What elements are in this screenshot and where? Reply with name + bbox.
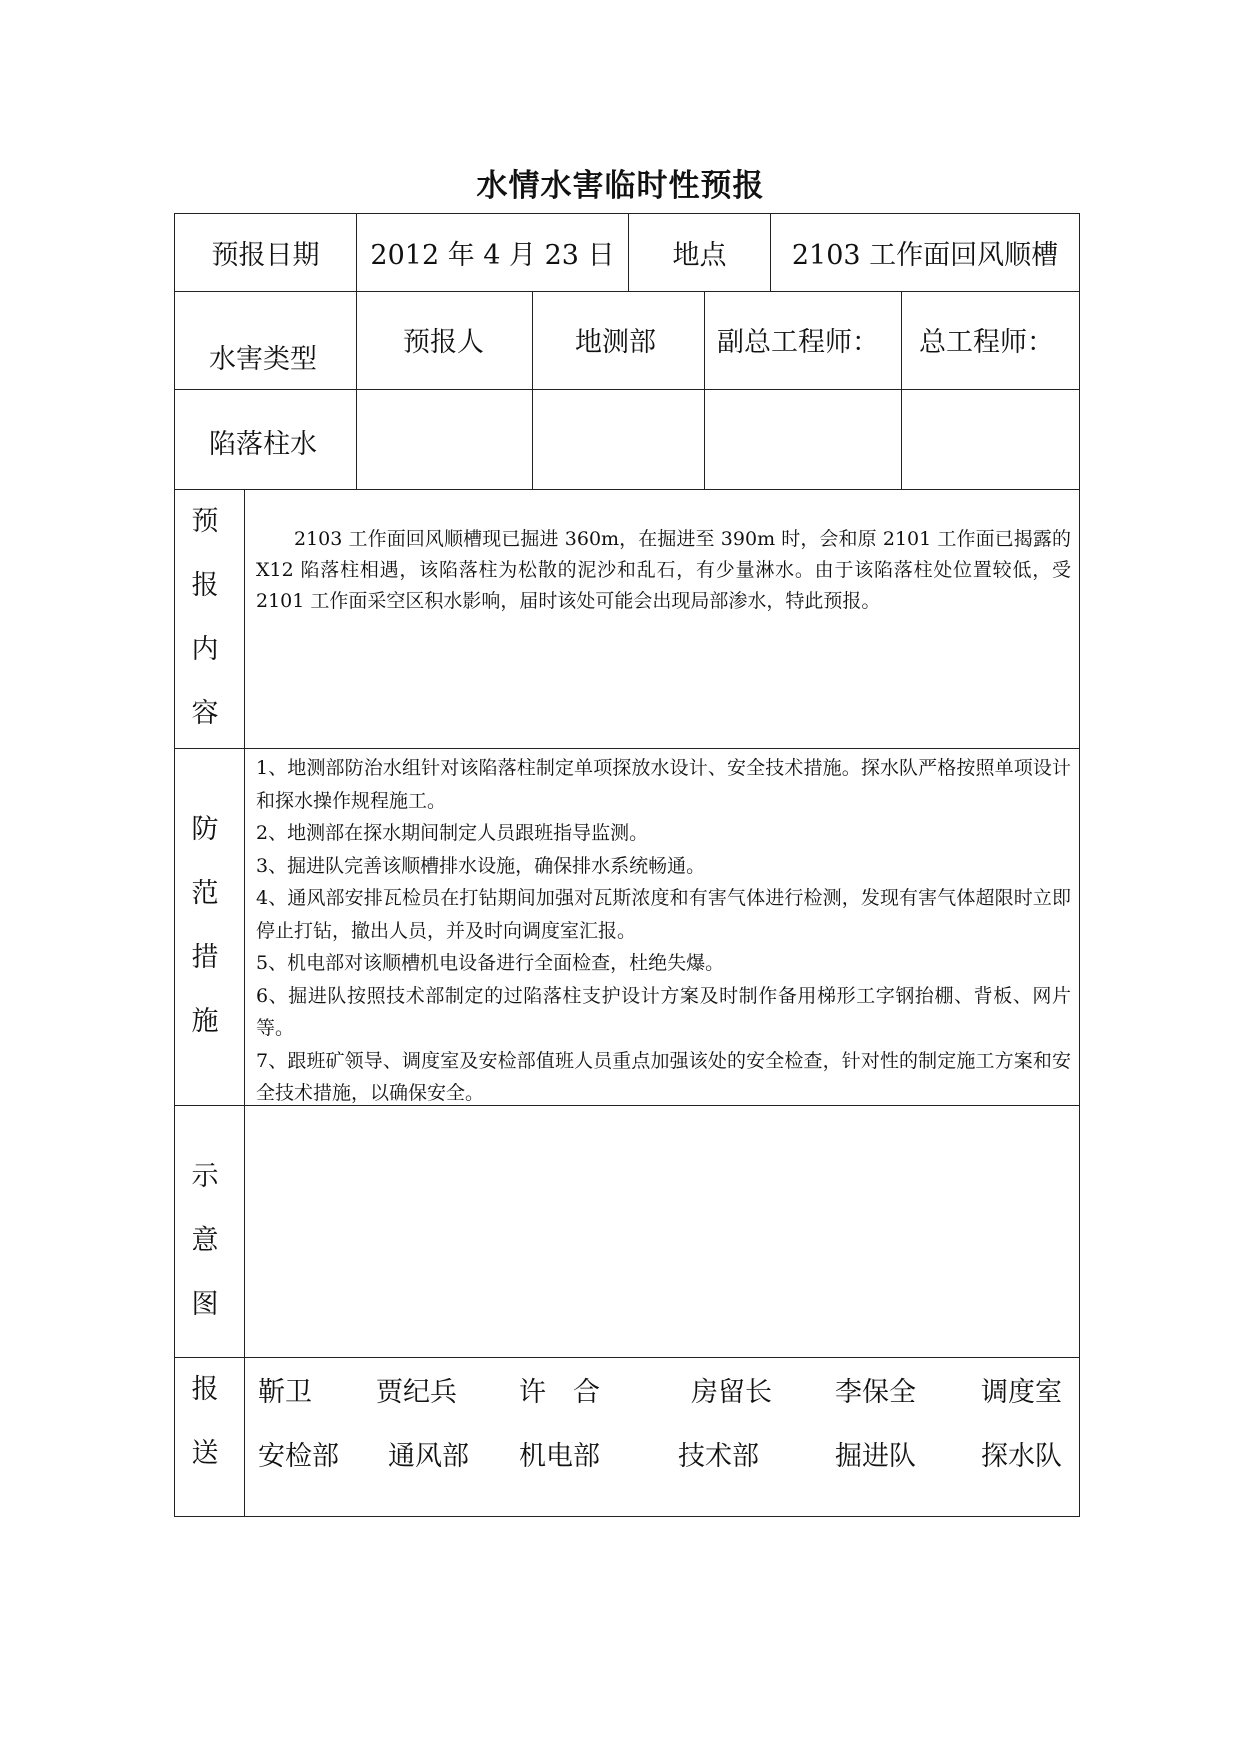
location-label: 地点 bbox=[672, 240, 727, 271]
diagram-label bbox=[175, 1145, 235, 1337]
deputy-engineer-label: 副总工程师： bbox=[717, 327, 879, 358]
survey-dept-sign-cell bbox=[532, 389, 704, 489]
type-label-cell bbox=[174, 291, 356, 389]
recipient: 掘进队 bbox=[835, 1441, 916, 1472]
table-bottom-border bbox=[174, 1516, 1080, 1517]
diagram-label-char: 图 bbox=[191, 1289, 219, 1320]
survey-dept-cell bbox=[532, 291, 704, 389]
recipient: 探水队 bbox=[981, 1441, 1062, 1472]
recipients-label-char: 送 bbox=[191, 1438, 219, 1469]
content-cell bbox=[244, 489, 1079, 748]
content-label-char: 报 bbox=[191, 570, 219, 601]
recipient: 贾纪兵 bbox=[376, 1377, 457, 1408]
measure-item: 5、机电部对该顺槽机电设备进行全面检查，杜绝失爆。 bbox=[256, 952, 725, 974]
measure-item: 7、跟班矿领导、调度室及安检部值班人员重点加强该处的安全检查，针对性的制定施工方案和安全技术措施，以确保安全。 bbox=[256, 1049, 1071, 1104]
type-label: 水害类型 bbox=[209, 344, 317, 375]
measures-label-char: 范 bbox=[191, 878, 219, 909]
recipient: 安检部 bbox=[258, 1441, 339, 1472]
recipients-label-char: 报 bbox=[191, 1374, 219, 1405]
chief-engineer-sign-cell bbox=[901, 389, 1079, 489]
deputy-engineer-sign-cell bbox=[704, 389, 901, 489]
type-value-cell bbox=[174, 389, 356, 489]
measures-label-char: 措 bbox=[191, 942, 219, 973]
measure-item: 6、掘进队按照技术部制定的过陷落柱支护设计方案及时制作备用梯形工字钢抬棚、背板、网片等。 bbox=[256, 984, 1071, 1039]
diagram-cell bbox=[244, 1105, 1079, 1357]
measures-label-char: 施 bbox=[191, 1006, 219, 1037]
measure-item: 4、通风部安排瓦检员在打钻期间加强对瓦斯浓度和有害气体进行检测，发现有害气体超限时立即停止打钻，撤出人员，并及时向调度室汇报。 bbox=[256, 887, 1071, 942]
type-value: 陷落柱水 bbox=[209, 429, 317, 460]
forecaster-sign-cell bbox=[356, 389, 532, 489]
location-value-cell bbox=[770, 213, 1079, 291]
recipient: 许 合 bbox=[519, 1377, 600, 1408]
content-label-char: 容 bbox=[191, 698, 219, 729]
measures-label-cell bbox=[174, 748, 244, 1105]
measures-cell bbox=[244, 748, 1079, 1105]
content-label bbox=[175, 490, 235, 746]
document-title: 水情水害临时性预报 bbox=[476, 168, 765, 204]
measures-list bbox=[256, 752, 1071, 1110]
measures-label bbox=[175, 798, 235, 1054]
table-right-border bbox=[1079, 213, 1080, 1516]
survey-dept-label: 地测部 bbox=[575, 327, 656, 358]
location-label-cell bbox=[628, 213, 770, 291]
recipient: 调度室 bbox=[981, 1377, 1062, 1408]
content-label-char: 内 bbox=[191, 634, 219, 665]
recipients-label bbox=[175, 1358, 235, 1486]
diagram-label-cell bbox=[174, 1105, 244, 1357]
recipient: 靳卫 bbox=[258, 1377, 312, 1408]
recipients-cell bbox=[244, 1357, 1079, 1516]
measure-item: 3、掘进队完善该顺槽排水设施，确保排水系统畅通。 bbox=[256, 854, 706, 877]
chief-engineer-cell bbox=[901, 291, 1079, 389]
measures-label-char: 防 bbox=[191, 814, 219, 845]
date-label-cell bbox=[174, 213, 356, 291]
chief-engineer-label: 总工程师： bbox=[919, 327, 1054, 358]
date-label: 预报日期 bbox=[211, 240, 320, 271]
forecaster-label: 预报人 bbox=[403, 327, 484, 358]
deputy-engineer-cell bbox=[704, 291, 901, 389]
recipient: 机电部 bbox=[519, 1441, 600, 1472]
date-value: 2012 年 4 月 23 日 bbox=[370, 240, 615, 271]
recipient: 通风部 bbox=[388, 1441, 469, 1472]
date-value-cell bbox=[356, 213, 628, 291]
recipient: 技术部 bbox=[678, 1441, 759, 1472]
location-value: 2103 工作面回风顺槽 bbox=[791, 240, 1059, 271]
diagram-label-char: 示 bbox=[191, 1161, 219, 1192]
diagram-label-char: 意 bbox=[191, 1225, 219, 1256]
content-label-cell bbox=[174, 489, 244, 748]
content-label-char: 预 bbox=[191, 506, 219, 537]
recipient: 房留长 bbox=[691, 1377, 772, 1408]
recipients-label-cell bbox=[174, 1357, 244, 1516]
content-text: 2103 工作面回风顺槽现已掘进 360m，在掘进至 390m 时，会和原 2101 工作面已揭露的 X12 陷落柱相遇，该陷落柱为松散的泥沙和乱石，有少量淋水。由于该陷落柱处位置较低，受 2101 工作面采空区积水影响，届时该处可能会出现局部渗水，特此预报。 bbox=[256, 528, 1071, 612]
measure-item: 2、地测部在探水期间制定人员跟班指导监测。 bbox=[256, 822, 649, 844]
forecaster-cell bbox=[356, 291, 532, 389]
measure-item: 1、地测部防治水组针对该陷落柱制定单项探放水设计、安全技术措施。探水队严格按照单项设计和探水操作规程施工。 bbox=[256, 757, 1071, 812]
recipient: 李保全 bbox=[835, 1377, 916, 1408]
